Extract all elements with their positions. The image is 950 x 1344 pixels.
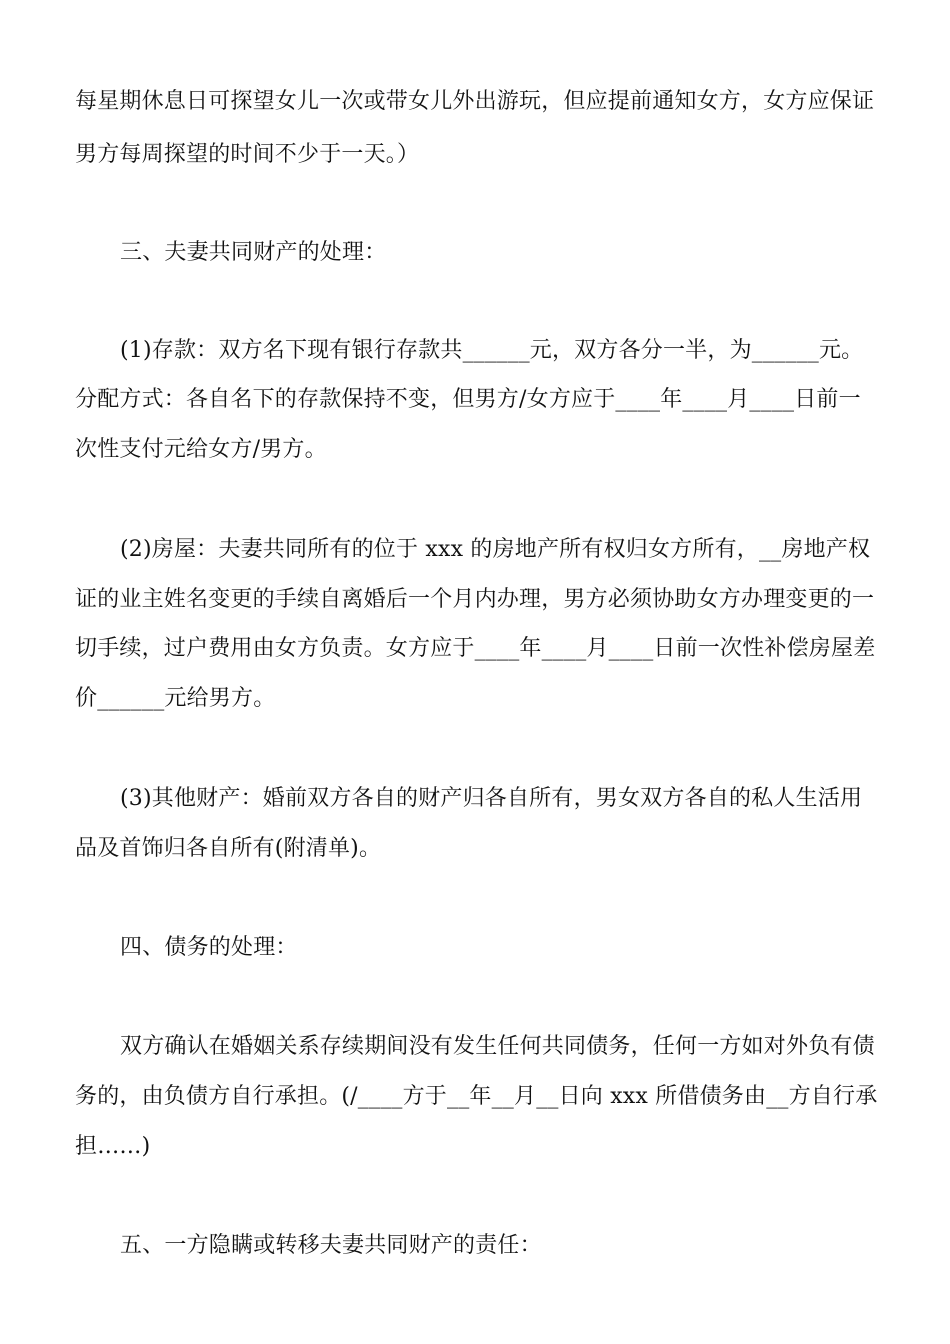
- section-heading-4: 四、债务的处理：: [120, 935, 298, 960]
- intro-line-2: 男方每周探望的时间不少于一天。）: [75, 142, 420, 167]
- deposit-line-3: 次性支付元给女方/男方。: [75, 437, 327, 462]
- other-property-line-1: (3)其他财产：婚前双方各自的财产归各自所有，男女双方各自的私人生活用: [120, 786, 863, 811]
- house-line-1: (2)房屋：夫妻共同所有的位于 xxx 的房地产所有权归女方所有，__房地产权: [120, 537, 871, 562]
- debt-line-1: 双方确认在婚姻关系存续期间没有发生任何共同债务，任何一方如对外负有债: [120, 1034, 875, 1059]
- section-heading-3: 三、夫妻共同财产的处理：: [120, 240, 387, 265]
- other-property-line-2: 品及首饰归各自所有(附清单)。: [75, 836, 382, 861]
- section-heading-5: 五、一方隐瞒或转移夫妻共同财产的责任：: [120, 1233, 542, 1258]
- deposit-line-1: (1)存款：双方名下现有银行存款共______元，双方各分一半，为______元。: [120, 338, 864, 363]
- debt-line-2: 务的，由负债方自行承担。(/____方于__年__月__日向 xxx 所借债务由__方自行承: [75, 1084, 878, 1109]
- house-line-3: 切手续，过户费用由女方负责。女方应于____年____月____日前一次性补偿房屋差: [75, 636, 876, 661]
- deposit-line-2: 分配方式：各自名下的存款保持不变，但男方/女方应于____年____月____日前一: [75, 387, 861, 412]
- house-line-4: 价______元给男方。: [75, 686, 276, 711]
- debt-line-3: 担……): [75, 1134, 151, 1159]
- intro-line-1: 每星期休息日可探望女儿一次或带女儿外出游玩，但应提前通知女方，女方应保证: [75, 89, 875, 114]
- house-line-2: 证的业主姓名变更的手续自离婚后一个月内办理，男方必须协助女方办理变更的一: [75, 587, 875, 612]
